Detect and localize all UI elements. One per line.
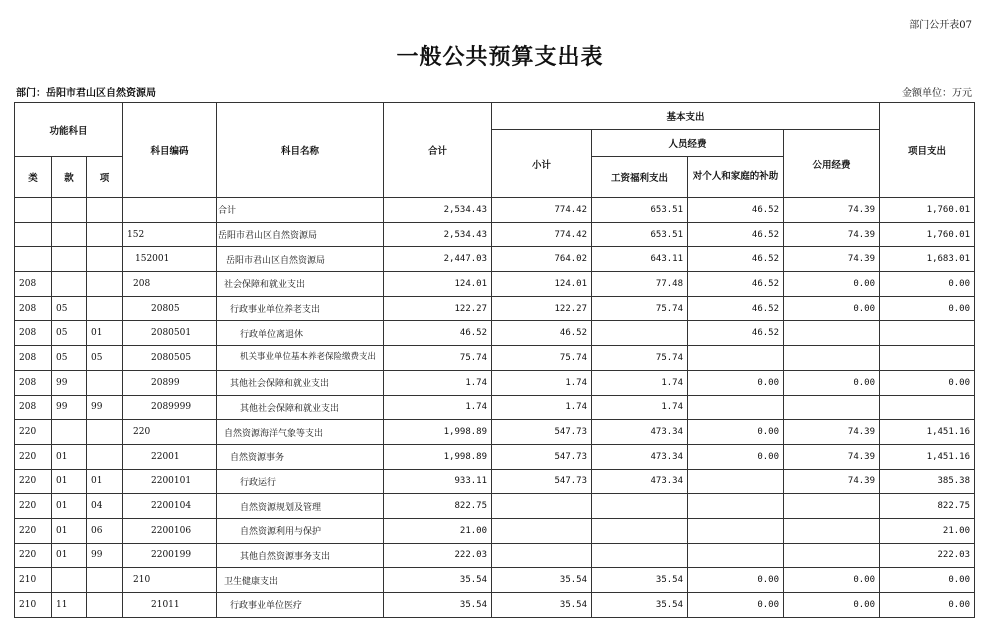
total-cell: 46.52	[384, 321, 492, 346]
subsidy-cell: 0.00	[688, 568, 784, 593]
header-basic: 基本支出	[492, 103, 880, 130]
subtotal-cell: 547.73	[492, 444, 592, 469]
project-cell: 222.03	[880, 543, 975, 568]
subject-name-cell: 其他社会保障和就业支出	[217, 370, 384, 395]
public-cell: 0.00	[784, 593, 880, 618]
wages-cell: 653.51	[592, 222, 688, 247]
subtotal-cell: 35.54	[492, 568, 592, 593]
xiang-cell	[87, 370, 123, 395]
xiang-cell	[87, 420, 123, 445]
header-subject-code: 科目编码	[123, 103, 217, 198]
subject-code-cell: 2200199	[123, 543, 217, 568]
total-cell: 21.00	[384, 518, 492, 543]
subject-code-cell: 20899	[123, 370, 217, 395]
public-cell: 74.39	[784, 247, 880, 272]
kuan-cell	[52, 272, 87, 297]
kuan-cell	[52, 420, 87, 445]
wages-cell: 643.11	[592, 247, 688, 272]
kuan-cell: 05	[52, 321, 87, 346]
lei-cell: 220	[15, 543, 52, 568]
table-row	[15, 321, 975, 346]
wages-cell: 77.48	[592, 272, 688, 297]
header-lei: 类	[15, 157, 52, 198]
table-row	[15, 568, 975, 593]
lei-cell	[15, 247, 52, 272]
table-row	[15, 370, 975, 395]
public-cell	[784, 321, 880, 346]
lei-cell: 208	[15, 321, 52, 346]
table-row	[15, 222, 975, 247]
wages-cell: 35.54	[592, 568, 688, 593]
subject-name-cell: 其他自然资源事务支出	[217, 543, 384, 568]
table-row	[15, 272, 975, 297]
wages-cell	[592, 543, 688, 568]
total-cell: 122.27	[384, 296, 492, 321]
subsidy-cell	[688, 494, 784, 519]
total-cell: 1,998.89	[384, 420, 492, 445]
table-row	[15, 198, 975, 223]
subtotal-cell: 547.73	[492, 420, 592, 445]
total-cell: 1,998.89	[384, 444, 492, 469]
subtotal-cell: 764.02	[492, 247, 592, 272]
total-cell: 2,534.43	[384, 222, 492, 247]
subject-code-cell: 2200106	[123, 518, 217, 543]
subject-name-cell: 行政单位离退休	[217, 321, 384, 346]
subsidy-cell: 0.00	[688, 593, 784, 618]
subject-name-cell: 自然资源海洋气象等支出	[217, 420, 384, 445]
public-cell	[784, 518, 880, 543]
header-subtotal: 小计	[492, 130, 592, 198]
subtotal-cell	[492, 518, 592, 543]
xiang-cell	[87, 247, 123, 272]
xiang-cell: 01	[87, 321, 123, 346]
subsidy-cell	[688, 469, 784, 494]
table-row	[15, 593, 975, 618]
project-cell: 0.00	[880, 370, 975, 395]
total-cell: 75.74	[384, 346, 492, 371]
header-func-subject: 功能科目	[15, 103, 123, 157]
subsidy-cell: 0.00	[688, 370, 784, 395]
subject-code-cell	[123, 198, 217, 223]
project-cell: 1,760.01	[880, 222, 975, 247]
subtotal-cell: 46.52	[492, 321, 592, 346]
xiang-cell: 04	[87, 494, 123, 519]
subject-code-cell: 208	[123, 272, 217, 297]
lei-cell: 208	[15, 346, 52, 371]
public-cell: 74.39	[784, 469, 880, 494]
kuan-cell: 05	[52, 346, 87, 371]
xiang-cell: 99	[87, 543, 123, 568]
subtotal-cell: 1.74	[492, 395, 592, 420]
public-cell: 0.00	[784, 296, 880, 321]
lei-cell: 208	[15, 296, 52, 321]
wages-cell: 1.74	[592, 370, 688, 395]
subject-name-cell: 行政事业单位医疗	[217, 593, 384, 618]
kuan-cell: 01	[52, 543, 87, 568]
subject-code-cell: 2080505	[123, 346, 217, 371]
public-cell: 74.39	[784, 198, 880, 223]
subtotal-cell: 75.74	[492, 346, 592, 371]
subject-name-cell: 社会保障和就业支出	[217, 272, 384, 297]
project-cell	[880, 395, 975, 420]
lei-cell	[15, 222, 52, 247]
project-cell: 21.00	[880, 518, 975, 543]
subsidy-cell	[688, 543, 784, 568]
kuan-cell: 01	[52, 494, 87, 519]
xiang-cell: 99	[87, 395, 123, 420]
xiang-cell	[87, 444, 123, 469]
lei-cell: 210	[15, 568, 52, 593]
xiang-cell	[87, 296, 123, 321]
header-subject-name: 科目名称	[217, 103, 384, 198]
xiang-cell	[87, 568, 123, 593]
table-row	[15, 395, 975, 420]
total-cell: 124.01	[384, 272, 492, 297]
kuan-cell: 11	[52, 593, 87, 618]
lei-cell: 210	[15, 593, 52, 618]
total-cell: 933.11	[384, 469, 492, 494]
xiang-cell	[87, 198, 123, 223]
xiang-cell: 06	[87, 518, 123, 543]
header-public: 公用经费	[784, 130, 880, 198]
subject-name-cell: 自然资源利用与保护	[217, 518, 384, 543]
public-cell: 74.39	[784, 444, 880, 469]
subject-code-cell: 220	[123, 420, 217, 445]
project-cell: 1,760.01	[880, 198, 975, 223]
kuan-cell	[52, 247, 87, 272]
kuan-cell	[52, 198, 87, 223]
kuan-cell: 99	[52, 370, 87, 395]
subsidy-cell: 46.52	[688, 247, 784, 272]
table-row	[15, 444, 975, 469]
table-row	[15, 518, 975, 543]
project-cell	[880, 321, 975, 346]
total-cell: 2,447.03	[384, 247, 492, 272]
table-row	[15, 543, 975, 568]
total-cell: 2,534.43	[384, 198, 492, 223]
wages-cell: 473.34	[592, 469, 688, 494]
subsidy-cell: 46.52	[688, 321, 784, 346]
subject-code-cell: 22001	[123, 444, 217, 469]
project-cell: 1,683.01	[880, 247, 975, 272]
header-xiang: 项	[87, 157, 123, 198]
subject-name-cell: 自然资源规划及管理	[217, 494, 384, 519]
total-cell: 1.74	[384, 395, 492, 420]
form-code: 部门公开表07	[909, 20, 972, 31]
subsidy-cell: 0.00	[688, 420, 784, 445]
header-subsidy: 对个人和家庭的补助	[688, 157, 784, 198]
subject-name-cell: 其他社会保障和就业支出	[217, 395, 384, 420]
unit-label: 金额单位：万元	[902, 88, 972, 99]
public-cell	[784, 395, 880, 420]
xiang-cell: 01	[87, 469, 123, 494]
wages-cell: 35.54	[592, 593, 688, 618]
lei-cell: 220	[15, 494, 52, 519]
kuan-cell: 01	[52, 518, 87, 543]
subject-code-cell: 152	[123, 222, 217, 247]
xiang-cell: 05	[87, 346, 123, 371]
lei-cell: 220	[15, 420, 52, 445]
wages-cell	[592, 321, 688, 346]
subject-name-cell: 行政事业单位养老支出	[217, 296, 384, 321]
subsidy-cell: 0.00	[688, 444, 784, 469]
lei-cell: 208	[15, 370, 52, 395]
table-row	[15, 346, 975, 371]
total-cell: 35.54	[384, 568, 492, 593]
department-label: 部门：岳阳市君山区自然资源局	[16, 88, 156, 99]
header-total: 合计	[384, 103, 492, 198]
public-cell	[784, 346, 880, 371]
subtotal-cell: 1.74	[492, 370, 592, 395]
subject-code-cell: 210	[123, 568, 217, 593]
subtotal-cell	[492, 494, 592, 519]
lei-cell: 208	[15, 272, 52, 297]
subsidy-cell	[688, 346, 784, 371]
lei-cell	[15, 198, 52, 223]
subtotal-cell: 122.27	[492, 296, 592, 321]
project-cell: 0.00	[880, 568, 975, 593]
subject-code-cell: 2200104	[123, 494, 217, 519]
kuan-cell: 05	[52, 296, 87, 321]
public-cell: 74.39	[784, 420, 880, 445]
total-cell: 35.54	[384, 593, 492, 618]
kuan-cell	[52, 222, 87, 247]
project-cell: 0.00	[880, 296, 975, 321]
xiang-cell	[87, 593, 123, 618]
subject-code-cell: 2080501	[123, 321, 217, 346]
public-cell	[784, 543, 880, 568]
subsidy-cell	[688, 518, 784, 543]
subtotal-cell	[492, 543, 592, 568]
subtotal-cell: 35.54	[492, 593, 592, 618]
kuan-cell: 01	[52, 469, 87, 494]
total-cell: 222.03	[384, 543, 492, 568]
subject-code-cell: 21011	[123, 593, 217, 618]
kuan-cell	[52, 568, 87, 593]
project-cell: 1,451.16	[880, 444, 975, 469]
subject-code-cell: 152001	[123, 247, 217, 272]
wages-cell: 653.51	[592, 198, 688, 223]
public-cell: 0.00	[784, 272, 880, 297]
table-row	[15, 420, 975, 445]
subject-code-cell: 2089999	[123, 395, 217, 420]
subtotal-cell: 774.42	[492, 222, 592, 247]
header-wages: 工资福利支出	[592, 157, 688, 198]
project-cell: 0.00	[880, 272, 975, 297]
subsidy-cell	[688, 395, 784, 420]
table-row	[15, 247, 975, 272]
subject-name-cell: 合计	[217, 198, 384, 223]
project-cell	[880, 346, 975, 371]
public-cell: 74.39	[784, 222, 880, 247]
table-row	[15, 469, 975, 494]
page-title: 一般公共预算支出表	[396, 44, 604, 70]
header-project: 项目支出	[880, 103, 975, 198]
header-personnel: 人员经费	[592, 130, 784, 157]
kuan-cell: 99	[52, 395, 87, 420]
kuan-cell: 01	[52, 444, 87, 469]
wages-cell: 1.74	[592, 395, 688, 420]
total-cell: 1.74	[384, 370, 492, 395]
subject-name-cell: 岳阳市君山区自然资源局	[217, 222, 384, 247]
subsidy-cell: 46.52	[688, 296, 784, 321]
expenditure-table	[14, 102, 975, 618]
subtotal-cell: 547.73	[492, 469, 592, 494]
lei-cell: 220	[15, 469, 52, 494]
header-kuan: 款	[52, 157, 87, 198]
subtotal-cell: 774.42	[492, 198, 592, 223]
lei-cell: 220	[15, 518, 52, 543]
subject-name-cell: 岳阳市君山区自然资源局	[217, 247, 384, 272]
lei-cell: 208	[15, 395, 52, 420]
wages-cell: 75.74	[592, 296, 688, 321]
project-cell: 1,451.16	[880, 420, 975, 445]
subject-name-cell: 卫生健康支出	[217, 568, 384, 593]
lei-cell: 220	[15, 444, 52, 469]
public-cell: 0.00	[784, 370, 880, 395]
public-cell: 0.00	[784, 568, 880, 593]
table-row	[15, 494, 975, 519]
subject-code-cell: 2200101	[123, 469, 217, 494]
xiang-cell	[87, 222, 123, 247]
project-cell: 0.00	[880, 593, 975, 618]
table-row	[15, 296, 975, 321]
wages-cell: 473.34	[592, 444, 688, 469]
wages-cell	[592, 518, 688, 543]
wages-cell: 473.34	[592, 420, 688, 445]
subsidy-cell: 46.52	[688, 198, 784, 223]
subject-code-cell: 20805	[123, 296, 217, 321]
subject-name-cell: 自然资源事务	[217, 444, 384, 469]
subsidy-cell: 46.52	[688, 272, 784, 297]
project-cell: 385.38	[880, 469, 975, 494]
public-cell	[784, 494, 880, 519]
subject-name-cell: 行政运行	[217, 469, 384, 494]
xiang-cell	[87, 272, 123, 297]
subsidy-cell: 46.52	[688, 222, 784, 247]
project-cell: 822.75	[880, 494, 975, 519]
wages-cell	[592, 494, 688, 519]
subtotal-cell: 124.01	[492, 272, 592, 297]
total-cell: 822.75	[384, 494, 492, 519]
wages-cell: 75.74	[592, 346, 688, 371]
subject-name-cell: 机关事业单位基本养老保险缴费支出	[217, 346, 384, 371]
